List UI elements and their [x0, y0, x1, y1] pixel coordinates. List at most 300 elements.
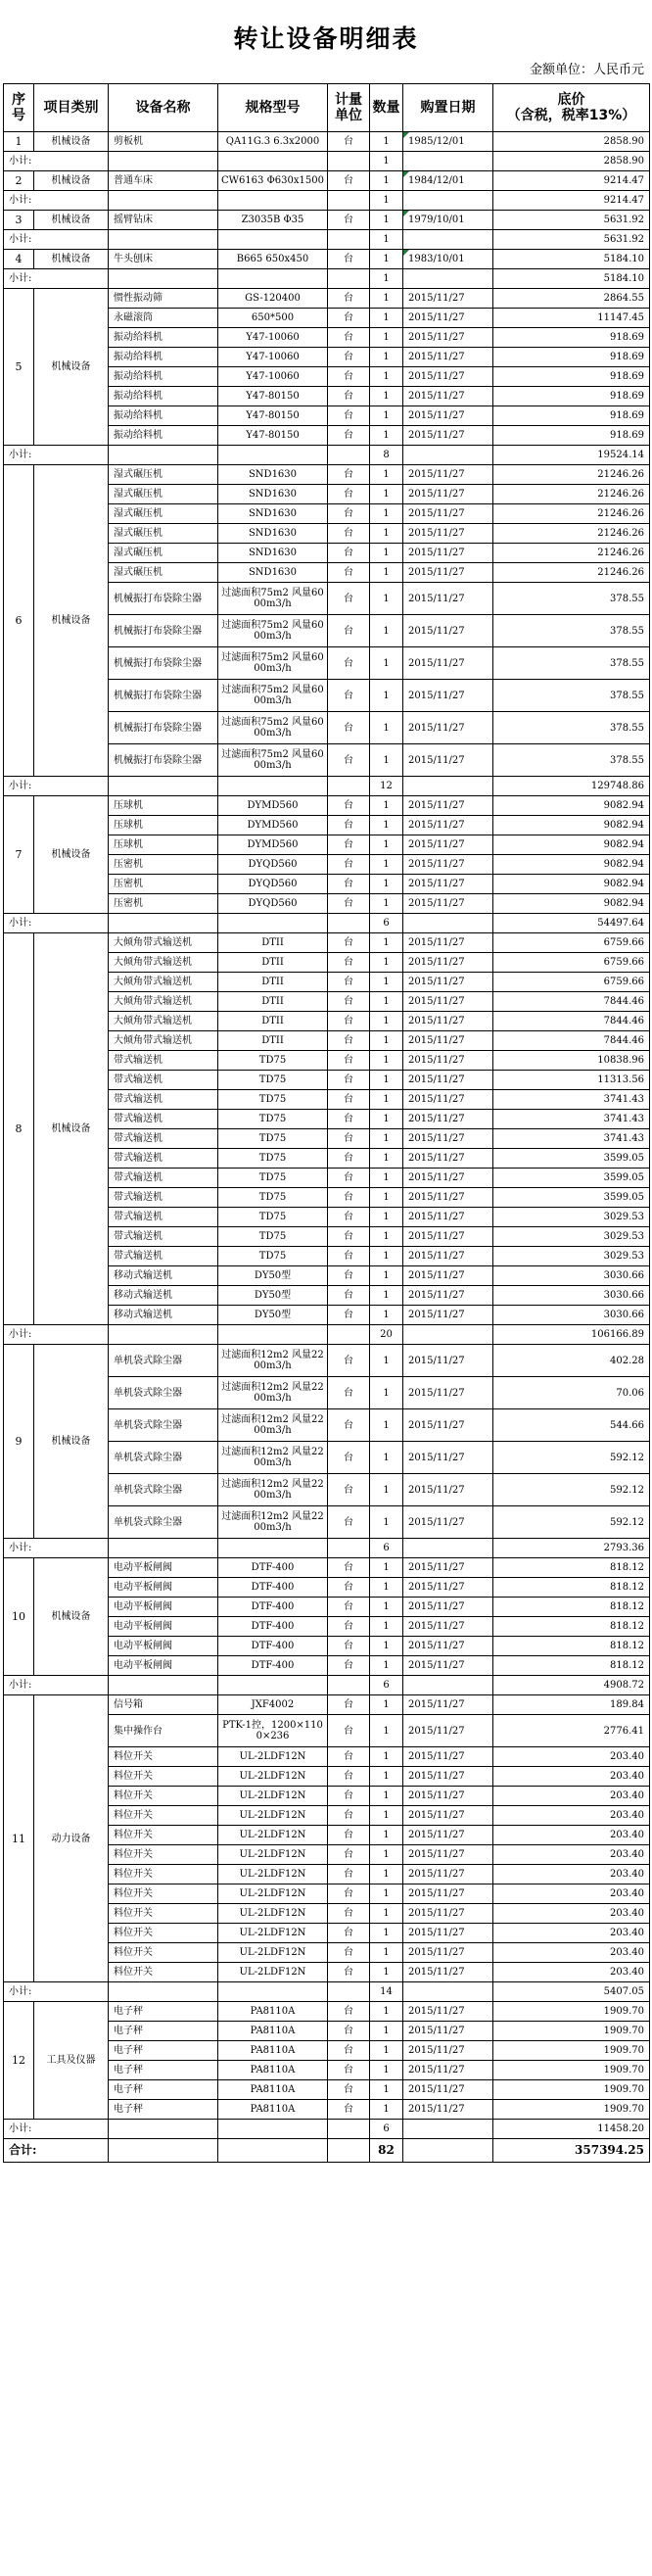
row-name: 湿式碾压机: [109, 544, 218, 563]
row-unit: 台: [328, 973, 370, 992]
total-empty-date: [403, 2139, 493, 2163]
subtotal-empty: [218, 1982, 328, 2002]
row-name: 机械振打布袋除尘器: [109, 744, 218, 777]
row-price: 203.40: [493, 1787, 650, 1806]
row-unit: 台: [328, 855, 370, 875]
row-price: 203.40: [493, 1963, 650, 1982]
row-unit: 台: [328, 1227, 370, 1247]
row-spec: QA11G.3 6.3x2000: [218, 132, 328, 152]
row-unit: 台: [328, 875, 370, 894]
row-date-text: 2015/11/27: [408, 1947, 465, 1958]
row-qty: 1: [370, 1409, 403, 1442]
row-spec: DYQD560: [218, 855, 328, 875]
row-qty: 1: [370, 1884, 403, 1904]
row-spec: SND1630: [218, 465, 328, 485]
row-price: 592.12: [493, 1506, 650, 1539]
row-date: [403, 1637, 493, 1656]
row-unit: 台: [328, 2002, 370, 2022]
row-date: [403, 953, 493, 973]
row-spec: UL-2LDF12N: [218, 1884, 328, 1904]
comment-marker-icon: [403, 211, 409, 216]
row-spec: DTF-400: [218, 1558, 328, 1578]
row-date-text: 2015/11/27: [408, 1751, 465, 1762]
row-date: [403, 1884, 493, 1904]
row-seq: 5: [4, 289, 34, 446]
header-category: 项目类别: [34, 84, 109, 132]
row-qty: 1: [370, 1051, 403, 1071]
row-spec: UL-2LDF12N: [218, 1924, 328, 1943]
row-date-text: 2015/11/27: [408, 1621, 465, 1632]
row-qty: 1: [370, 406, 403, 426]
subtotal-qty: 1: [370, 230, 403, 250]
row-spec: GS-120400: [218, 289, 328, 309]
row-price: 1909.70: [493, 2061, 650, 2080]
row-qty: 1: [370, 1787, 403, 1806]
row-unit: 台: [328, 1865, 370, 1884]
row-unit: 台: [328, 1637, 370, 1656]
table-row: [4, 171, 650, 191]
row-name: 料位开关: [109, 1826, 218, 1845]
row-price: 3029.53: [493, 1227, 650, 1247]
row-name: 带式输送机: [109, 1071, 218, 1090]
subtotal-row: [4, 1982, 650, 2002]
row-category: 机械设备: [34, 465, 109, 777]
row-date-text: 2015/11/27: [408, 657, 465, 669]
row-spec: DTII: [218, 992, 328, 1012]
row-unit: 台: [328, 406, 370, 426]
row-price: 818.12: [493, 1578, 650, 1598]
row-name: 带式输送机: [109, 1110, 218, 1129]
row-spec: TD75: [218, 1090, 328, 1110]
row-price: 2776.41: [493, 1715, 650, 1747]
subtotal-empty: [403, 1982, 493, 2002]
row-unit: 台: [328, 1409, 370, 1442]
row-qty: 1: [370, 1169, 403, 1188]
row-qty: 1: [370, 1617, 403, 1637]
row-date: [403, 1747, 493, 1767]
row-date-text: 2015/11/27: [408, 1153, 465, 1164]
row-date: [403, 680, 493, 712]
total-empty-name: [109, 2139, 218, 2163]
subtotal-price: 2858.90: [493, 152, 650, 171]
row-date: [403, 504, 493, 524]
row-name: 振动给料机: [109, 348, 218, 367]
row-price: 21246.26: [493, 504, 650, 524]
row-date-text: 2015/11/27: [408, 859, 465, 870]
row-price: 3029.53: [493, 1208, 650, 1227]
row-qty: 1: [370, 1637, 403, 1656]
row-date: [403, 835, 493, 855]
row-price: 378.55: [493, 615, 650, 647]
subtotal-row: [4, 2120, 650, 2139]
row-date-text: 2015/11/27: [408, 1270, 465, 1281]
row-name: 电子秤: [109, 2041, 218, 2061]
row-date-text: 2015/11/27: [408, 722, 465, 734]
row-date-text: 2015/11/27: [408, 1810, 465, 1821]
row-date-text: 2015/11/27: [408, 1192, 465, 1203]
row-date: [403, 1409, 493, 1442]
row-qty: 1: [370, 1845, 403, 1865]
row-price: 9082.94: [493, 816, 650, 835]
row-name: 料位开关: [109, 1943, 218, 1963]
row-date: [403, 348, 493, 367]
subtotal-qty: 1: [370, 152, 403, 171]
row-unit: 台: [328, 2100, 370, 2120]
subtotal-price: 4908.72: [493, 1676, 650, 1695]
row-unit: 台: [328, 1345, 370, 1377]
subtotal-empty: [109, 1325, 218, 1345]
row-spec: DTF-400: [218, 1656, 328, 1676]
row-unit: 台: [328, 328, 370, 348]
row-date: [403, 1149, 493, 1169]
row-category: 机械设备: [34, 1345, 109, 1539]
row-date: [403, 485, 493, 504]
row-unit: 台: [328, 524, 370, 544]
header-date: 购置日期: [403, 84, 493, 132]
subtotal-empty: [109, 914, 218, 933]
row-price: 11313.56: [493, 1071, 650, 1090]
row-spec: 过滤面积12m2 风量2200m3/h: [218, 1442, 328, 1474]
subtotal-label: 小计:: [4, 152, 109, 171]
subtotal-empty: [328, 1325, 370, 1345]
row-date-text: 2015/11/27: [408, 1212, 465, 1222]
row-spec: SND1630: [218, 524, 328, 544]
row-date: [403, 875, 493, 894]
subtotal-label: 小计:: [4, 1325, 109, 1345]
row-qty: 1: [370, 875, 403, 894]
row-price: 6759.66: [493, 953, 650, 973]
row-name: 摇臂钻床: [109, 211, 218, 230]
row-spec: TD75: [218, 1208, 328, 1227]
row-qty: 1: [370, 1598, 403, 1617]
row-unit: 台: [328, 1306, 370, 1325]
row-spec: 过滤面积75m2 风量6000m3/h: [218, 583, 328, 615]
subtotal-label: 小计:: [4, 230, 109, 250]
header-seq: 序号: [4, 84, 34, 132]
row-price: 203.40: [493, 1904, 650, 1924]
total-qty: 82: [370, 2139, 403, 2163]
row-unit: 台: [328, 1558, 370, 1578]
row-spec: DYMD560: [218, 835, 328, 855]
row-date-text: 1983/10/01: [408, 254, 465, 264]
row-date-text: 2015/11/27: [408, 1562, 465, 1573]
row-date: [403, 1506, 493, 1539]
row-price: 11147.45: [493, 309, 650, 328]
row-date: [403, 1806, 493, 1826]
subtotal-price: 19524.14: [493, 446, 650, 465]
row-unit: 台: [328, 1129, 370, 1149]
row-qty: 1: [370, 835, 403, 855]
row-qty: 1: [370, 1129, 403, 1149]
row-date: [403, 1227, 493, 1247]
row-spec: UL-2LDF12N: [218, 1963, 328, 1982]
row-unit: 台: [328, 1845, 370, 1865]
row-date: [403, 894, 493, 914]
row-unit: 台: [328, 1924, 370, 1943]
row-qty: 1: [370, 1031, 403, 1051]
row-unit: 台: [328, 1578, 370, 1598]
row-unit: 台: [328, 504, 370, 524]
row-date-text: 2015/11/27: [408, 548, 465, 558]
row-qty: 1: [370, 953, 403, 973]
row-qty: 1: [370, 992, 403, 1012]
row-name: 振动给料机: [109, 328, 218, 348]
row-date-text: 2015/11/27: [408, 410, 465, 421]
table-row: [4, 1695, 650, 1715]
subtotal-label: 小计:: [4, 1982, 109, 2002]
row-spec: DY50型: [218, 1266, 328, 1286]
row-qty: 1: [370, 1090, 403, 1110]
row-date: [403, 933, 493, 953]
row-name: 大倾角带式输送机: [109, 973, 218, 992]
row-name: 移动式输送机: [109, 1306, 218, 1325]
row-date: [403, 211, 493, 230]
row-unit: 台: [328, 1767, 370, 1787]
row-qty: 1: [370, 796, 403, 816]
row-date-text: 2015/11/27: [408, 469, 465, 480]
row-price: 918.69: [493, 426, 650, 446]
subtotal-empty: [218, 777, 328, 796]
row-name: 湿式碾压机: [109, 485, 218, 504]
header-name: 设备名称: [109, 84, 218, 132]
row-name: 单机袋式除尘器: [109, 1345, 218, 1377]
row-spec: TD75: [218, 1169, 328, 1188]
row-qty: 1: [370, 289, 403, 309]
row-date: [403, 1031, 493, 1051]
row-spec: DTII: [218, 1031, 328, 1051]
row-unit: 台: [328, 796, 370, 816]
row-qty: 1: [370, 615, 403, 647]
row-name: 料位开关: [109, 1845, 218, 1865]
row-unit: 台: [328, 1110, 370, 1129]
row-qty: 1: [370, 1943, 403, 1963]
row-date-text: 2015/11/27: [408, 1869, 465, 1880]
row-name: 料位开关: [109, 1904, 218, 1924]
row-date: [403, 1247, 493, 1266]
row-date-text: 2015/11/27: [408, 1888, 465, 1899]
subtotal-qty: 6: [370, 914, 403, 933]
row-qty: 1: [370, 1227, 403, 1247]
row-spec: UL-2LDF12N: [218, 1767, 328, 1787]
subtotal-empty: [109, 1676, 218, 1695]
row-qty: 1: [370, 1188, 403, 1208]
row-date: [403, 1924, 493, 1943]
row-spec: SND1630: [218, 504, 328, 524]
row-name: 电动平板闸阀: [109, 1637, 218, 1656]
row-qty: 1: [370, 2041, 403, 2061]
row-unit: 台: [328, 1943, 370, 1963]
row-spec: PA8110A: [218, 2041, 328, 2061]
row-date-text: 2015/11/27: [408, 1251, 465, 1262]
row-unit: 台: [328, 1506, 370, 1539]
row-unit: 台: [328, 387, 370, 406]
row-seq: 8: [4, 933, 34, 1325]
row-name: 电子秤: [109, 2022, 218, 2041]
row-price: 378.55: [493, 712, 650, 744]
row-date-text: 2015/11/27: [408, 391, 465, 402]
currency-unit: 金额单位：人民币元: [529, 63, 644, 77]
row-price: 6759.66: [493, 933, 650, 953]
subtotal-empty: [403, 777, 493, 796]
row-date-text: 2015/11/27: [408, 937, 465, 948]
row-unit: 台: [328, 1904, 370, 1924]
row-qty: 1: [370, 544, 403, 563]
row-price: 9082.94: [493, 796, 650, 816]
row-spec: UL-2LDF12N: [218, 1904, 328, 1924]
subtotal-empty: [109, 230, 218, 250]
row-qty: 1: [370, 426, 403, 446]
row-unit: 台: [328, 1474, 370, 1506]
row-qty: 1: [370, 1506, 403, 1539]
subtotal-empty: [328, 777, 370, 796]
row-date-text: 2015/11/27: [408, 690, 465, 701]
row-price: 203.40: [493, 1884, 650, 1904]
row-qty: 1: [370, 1306, 403, 1325]
row-spec: DTF-400: [218, 1637, 328, 1656]
row-price: 592.12: [493, 1474, 650, 1506]
row-date: [403, 992, 493, 1012]
row-name: 电子秤: [109, 2002, 218, 2022]
subtotal-label: 小计:: [4, 1676, 109, 1695]
row-qty: 1: [370, 1963, 403, 1982]
subtotal-empty: [328, 230, 370, 250]
subtotal-row: [4, 230, 650, 250]
row-qty: 1: [370, 2080, 403, 2100]
subtotal-empty: [328, 446, 370, 465]
row-name: 压球机: [109, 816, 218, 835]
row-price: 203.40: [493, 1767, 650, 1787]
row-spec: DYMD560: [218, 796, 328, 816]
subtotal-label: 小计:: [4, 2120, 109, 2139]
row-spec: 过滤面积75m2 风量6000m3/h: [218, 712, 328, 744]
row-price: 3030.66: [493, 1286, 650, 1306]
row-date-text: 2015/11/27: [408, 1074, 465, 1085]
row-date: [403, 1767, 493, 1787]
row-name: 压球机: [109, 835, 218, 855]
row-unit: 台: [328, 348, 370, 367]
subtotal-row: [4, 914, 650, 933]
row-date-text: 2015/11/27: [408, 1908, 465, 1919]
row-spec: Y47-10060: [218, 348, 328, 367]
row-name: 电子秤: [109, 2080, 218, 2100]
subtotal-price: 2793.36: [493, 1539, 650, 1558]
row-date-text: 2015/11/27: [408, 1055, 465, 1066]
row-qty: 1: [370, 1266, 403, 1286]
row-unit: 台: [328, 1012, 370, 1031]
row-name: 信号箱: [109, 1695, 218, 1715]
row-date-text: 2015/11/27: [408, 1582, 465, 1593]
row-spec: Y47-80150: [218, 426, 328, 446]
row-name: 带式输送机: [109, 1090, 218, 1110]
row-unit: 台: [328, 1442, 370, 1474]
row-price: 1909.70: [493, 2080, 650, 2100]
row-date-text: 2015/11/27: [408, 1725, 465, 1737]
row-name: 压球机: [109, 796, 218, 816]
row-price: 203.40: [493, 1943, 650, 1963]
row-date-text: 2015/11/27: [408, 567, 465, 578]
row-unit: 台: [328, 615, 370, 647]
row-spec: B665 650x450: [218, 250, 328, 269]
row-unit: 台: [328, 485, 370, 504]
row-qty: 1: [370, 1345, 403, 1377]
row-spec: DYMD560: [218, 816, 328, 835]
row-price: 189.84: [493, 1695, 650, 1715]
row-unit: 台: [328, 1598, 370, 1617]
row-spec: TD75: [218, 1110, 328, 1129]
row-price: 203.40: [493, 1806, 650, 1826]
row-qty: 1: [370, 2022, 403, 2041]
row-name: 湿式碾压机: [109, 524, 218, 544]
row-date-text: 2015/11/27: [408, 1172, 465, 1183]
row-unit: 台: [328, 583, 370, 615]
row-qty: 1: [370, 2100, 403, 2120]
row-qty: 1: [370, 712, 403, 744]
row-date-text: 2015/11/27: [408, 1355, 465, 1366]
row-date-text: 2015/11/27: [408, 1516, 465, 1528]
row-spec: 过滤面积12m2 风量2200m3/h: [218, 1506, 328, 1539]
subtotal-price: 5631.92: [493, 230, 650, 250]
row-price: 1909.70: [493, 2022, 650, 2041]
row-seq: 1: [4, 132, 34, 152]
row-unit: 台: [328, 465, 370, 485]
row-date: [403, 2080, 493, 2100]
subtotal-empty: [403, 1325, 493, 1345]
row-date-text: 2015/11/27: [408, 898, 465, 909]
row-spec: 过滤面积12m2 风量2200m3/h: [218, 1377, 328, 1409]
row-name: 带式输送机: [109, 1149, 218, 1169]
row-qty: 1: [370, 211, 403, 230]
row-price: 3030.66: [493, 1266, 650, 1286]
row-qty: 1: [370, 1904, 403, 1924]
row-date-text: 2015/11/27: [408, 528, 465, 539]
row-qty: 1: [370, 1578, 403, 1598]
row-price: 3030.66: [493, 1306, 650, 1325]
row-name: 单机袋式除尘器: [109, 1442, 218, 1474]
row-price: 3029.53: [493, 1247, 650, 1266]
row-name: 湿式碾压机: [109, 465, 218, 485]
row-spec: PA8110A: [218, 2100, 328, 2120]
comment-marker-icon: [403, 250, 409, 256]
row-price: 378.55: [493, 583, 650, 615]
row-name: 料位开关: [109, 1806, 218, 1826]
row-spec: Y47-80150: [218, 387, 328, 406]
row-price: 9082.94: [493, 875, 650, 894]
row-spec: UL-2LDF12N: [218, 1806, 328, 1826]
subtotal-empty: [109, 152, 218, 171]
row-qty: 1: [370, 744, 403, 777]
row-date: [403, 1169, 493, 1188]
row-name: 单机袋式除尘器: [109, 1409, 218, 1442]
row-seq: 6: [4, 465, 34, 777]
subtotal-qty: 6: [370, 1676, 403, 1695]
subtotal-empty: [403, 152, 493, 171]
row-name: 湿式碾压机: [109, 563, 218, 583]
row-price: 21246.26: [493, 544, 650, 563]
row-name: 振动给料机: [109, 406, 218, 426]
row-spec: UL-2LDF12N: [218, 1826, 328, 1845]
row-date: [403, 1787, 493, 1806]
row-date: [403, 2041, 493, 2061]
row-date-text: 2015/11/27: [408, 1660, 465, 1671]
row-date: [403, 289, 493, 309]
row-date-text: 2015/11/27: [408, 1035, 465, 1046]
row-name: 集中操作台: [109, 1715, 218, 1747]
subtotal-price: 5184.10: [493, 269, 650, 289]
row-price: 5184.10: [493, 250, 650, 269]
row-date-text: 2015/11/27: [408, 996, 465, 1007]
row-spec: DYQD560: [218, 894, 328, 914]
row-price: 21246.26: [493, 465, 650, 485]
